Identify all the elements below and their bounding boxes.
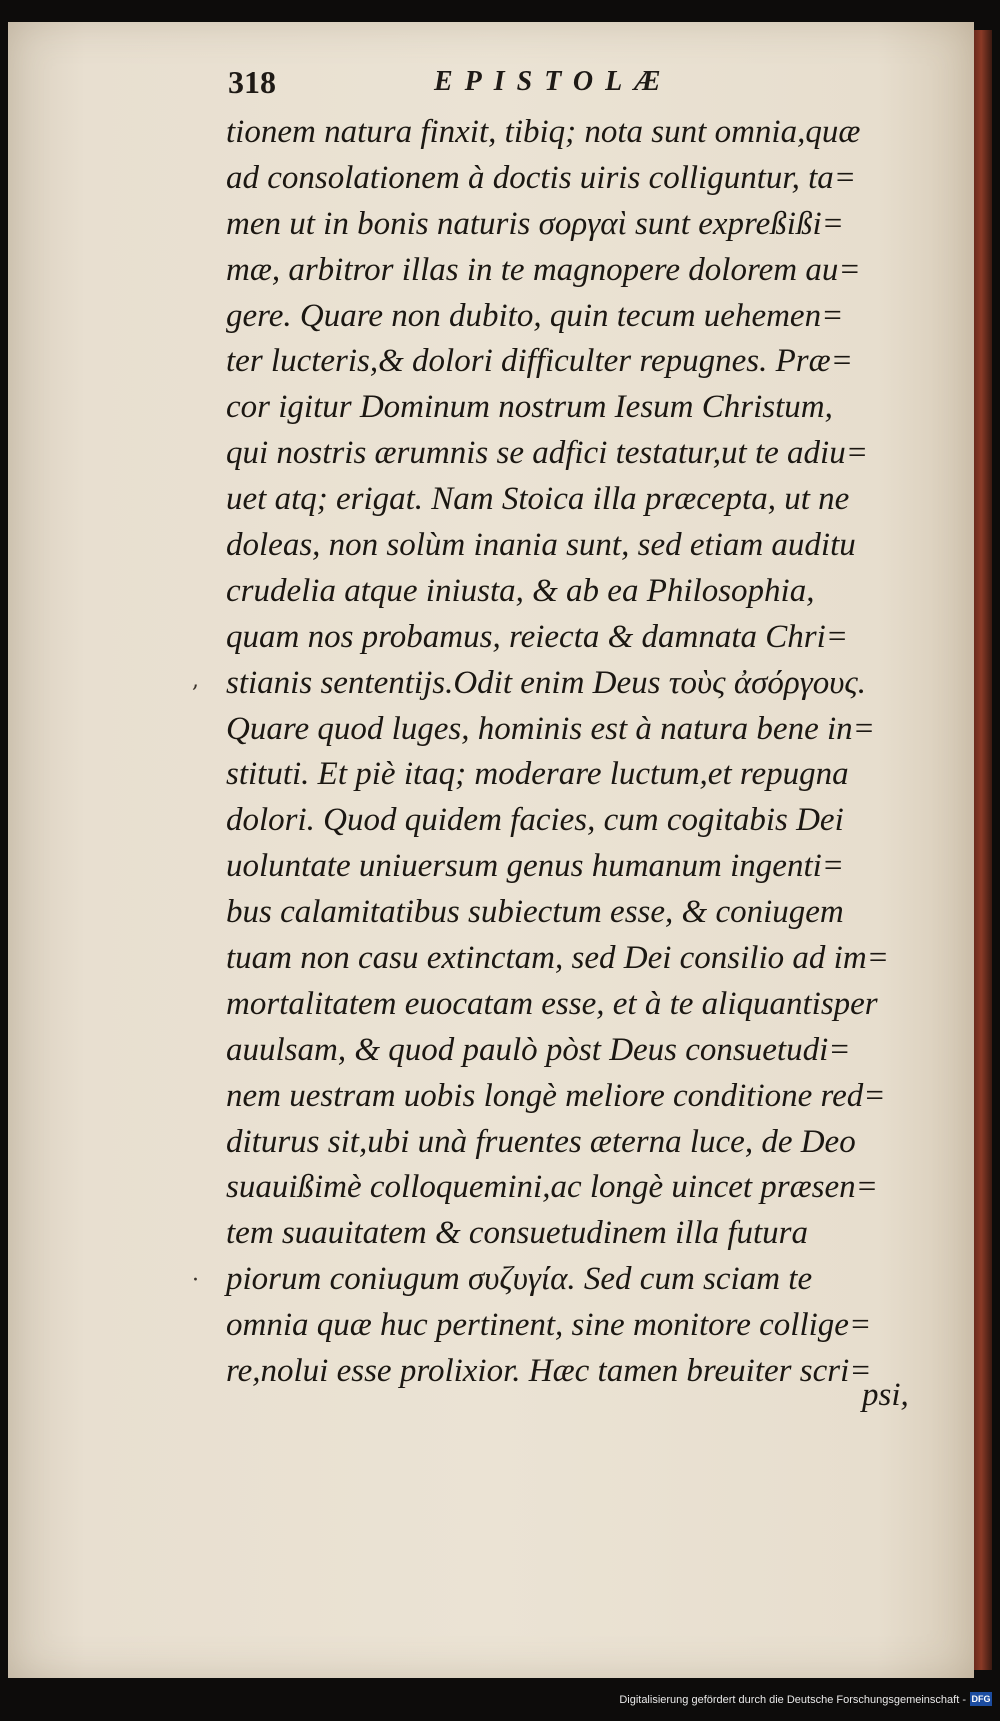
pen-mark: ,: [192, 668, 199, 693]
text-line: uet atq; erigat. Nam Stoica illa præcepta, ut ne: [226, 481, 850, 518]
text-line: quam nos probamus, reiecta & damnata Chri=: [226, 618, 849, 655]
text-line: mæ, arbitror illas in te magnopere dolorem au=: [226, 251, 861, 288]
pen-mark: ·: [192, 1268, 199, 1293]
text-line: omnia quæ huc pertinent, sine monitore collige=: [226, 1307, 872, 1344]
text-line: mortalitatem euocatam esse, et à te aliquantisper: [226, 985, 878, 1022]
page-number: 318: [228, 64, 276, 100]
text-line: doleas, non solùm inania sunt, sed etiam auditu: [226, 527, 856, 564]
body-text: [226, 110, 926, 1395]
text-line: gere. Quare non dubito, quin tecum uehemen=: [226, 297, 844, 334]
text-line: bus calamitatibus subiectum esse, & coniugem: [226, 894, 844, 931]
text-line: crudelia atque iniusta, & ab ea Philosophia,: [226, 572, 815, 609]
text-line: Quare quod luges, hominis est à natura bene in=: [226, 710, 875, 747]
text-line: stituti. Et piè itaq; moderare luctum,et repugna: [226, 756, 849, 793]
text-line: dolori. Quod quidem facies, cum cogitabis Dei: [226, 802, 844, 839]
text-line: tionem natura finxit, tibiq; nota sunt omnia,quæ: [226, 114, 861, 150]
text-line: tuam non casu extinctam, sed Dei consilio ad im=: [226, 940, 889, 977]
text-line: ter lucteris,& dolori difficulter repugnes. Præ=: [226, 343, 853, 380]
text-line: auulsam, & quod paulò pòst Deus consuetudi=: [226, 1031, 851, 1068]
text-line: re,nolui esse prolixior. Hæc tamen breuiter scri=: [226, 1353, 872, 1390]
page-header: [228, 64, 748, 114]
book-edge: [974, 30, 992, 1670]
running-head: EPISTOLÆ: [434, 66, 673, 97]
text-line: diturus sit,ubi unà fruentes æterna luce, de Deo: [226, 1123, 856, 1160]
digitization-credit: Digitalisierung gefördert durch die Deutsche Forschungsgemeinschaft -: [619, 1694, 966, 1706]
text-line: qui nostris ærumnis se adfici testatur,ut te adiu=: [226, 435, 868, 472]
text-line: suauißimè colloquemini,ac longè uincet præsen=: [226, 1169, 878, 1206]
text-line: nem uestram uobis longè meliore conditione red=: [226, 1077, 886, 1114]
text-line: tem suauitatem & consuetudinem illa futura: [226, 1215, 809, 1252]
dfg-logo: DFG: [971, 1694, 991, 1704]
text-line: uoluntate uniuersum genus humanum ingenti=: [226, 848, 845, 885]
text-line: men ut in bonis naturis σοργαὶ sunt expreßißi=: [226, 205, 844, 242]
text-line: cor igitur Dominum nostrum Iesum Christum,: [226, 389, 833, 426]
catchword: psi,: [862, 1377, 909, 1413]
text-line: piorum coniugum συζυγία. Sed cum sciam te: [226, 1261, 813, 1298]
text-line: ad consolationem à doctis uiris colliguntur, ta=: [226, 159, 857, 196]
text-line: stianis sententijs.Odit enim Deus τοὺς ἀσόργους.: [226, 664, 867, 701]
